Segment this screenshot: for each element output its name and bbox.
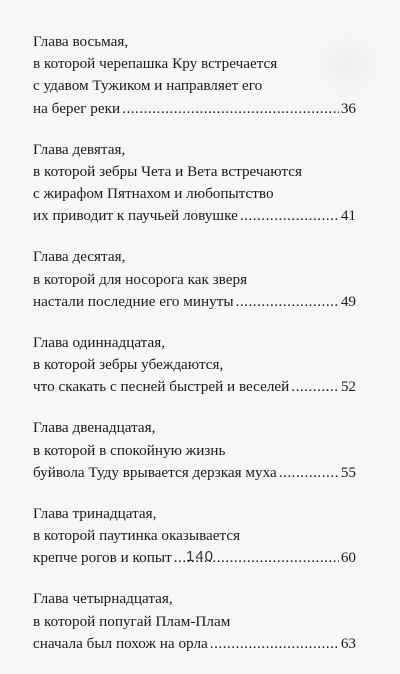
- toc-entry: [33, 417, 356, 484]
- chapter-title: Глава двенадцатая,: [33, 419, 156, 437]
- dot-leader: [122, 98, 339, 120]
- page-reference: 52: [340, 378, 356, 396]
- chapter-description-line: что скакать с песней быстрей и веселей: [33, 378, 290, 396]
- chapter-description-line: сначала был похож на орла: [33, 634, 208, 652]
- page-reference: 36: [340, 99, 356, 117]
- chapter-title: Глава девятая,: [33, 140, 126, 158]
- page-number: 140: [185, 548, 215, 565]
- chapter-description-line: в которой паутинка оказывается: [33, 527, 241, 545]
- toc-entry: [33, 31, 356, 120]
- chapter-last-line: [33, 291, 356, 313]
- toc-entry: [33, 139, 356, 228]
- chapter-description-line: в которой попугай Плам-Плам: [33, 612, 231, 630]
- toc-entry: [33, 332, 356, 399]
- chapter-description-line: с жирафом Пятнахом и любопытство: [33, 185, 274, 203]
- chapter-last-line: [33, 376, 356, 398]
- chapter-description-line: настали последние его минуты: [33, 292, 234, 310]
- dot-leader: [236, 291, 339, 313]
- chapter-last-line: [33, 462, 356, 484]
- page-reference: 63: [340, 634, 356, 652]
- chapter-description-line: с удавом Тужиком и направляет его: [33, 77, 263, 95]
- chapter-description-line: в которой зебры убеждаются,: [33, 356, 224, 374]
- chapter-description-line: в которой черепашка Кру встречается: [33, 55, 278, 73]
- dot-leader: [210, 633, 339, 655]
- chapter-description-line: в которой для носорога как зверя: [33, 270, 248, 288]
- chapter-title: Глава тринадцатая,: [33, 504, 157, 522]
- page-reference: 55: [340, 463, 356, 481]
- chapter-last-line: [33, 98, 356, 120]
- chapter-description-line: буйвола Туду врывается дерзкая муха: [33, 463, 277, 481]
- dot-leader: [291, 376, 339, 398]
- page-reference: 49: [340, 292, 356, 310]
- chapter-title: Глава четырнадцатая,: [33, 590, 173, 608]
- chapter-last-line: [33, 205, 356, 227]
- toc-entry: [33, 246, 356, 313]
- chapter-description-line: их приводит к паучьей ловушке: [33, 207, 238, 225]
- chapter-description-line: в которой в спокойную жизнь: [33, 441, 226, 459]
- page-reference: 41: [340, 207, 356, 225]
- toc-entry: [33, 588, 356, 655]
- dot-leader: [279, 462, 339, 484]
- chapter-title: Глава десятая,: [33, 248, 126, 266]
- chapter-title: Глава восьмая,: [33, 33, 129, 50]
- chapter-title: Глава одиннадцатая,: [33, 333, 166, 351]
- table-of-contents: [33, 31, 356, 674]
- chapter-description-line: в которой зебры Чета и Вета встречаются: [33, 162, 302, 180]
- chapter-description-line: крепче рогов и копыт: [33, 549, 172, 567]
- dot-leader: [240, 205, 339, 227]
- chapter-last-line: [33, 633, 356, 655]
- page-reference: 60: [340, 549, 356, 567]
- chapter-description-line: на берег реки: [33, 99, 121, 117]
